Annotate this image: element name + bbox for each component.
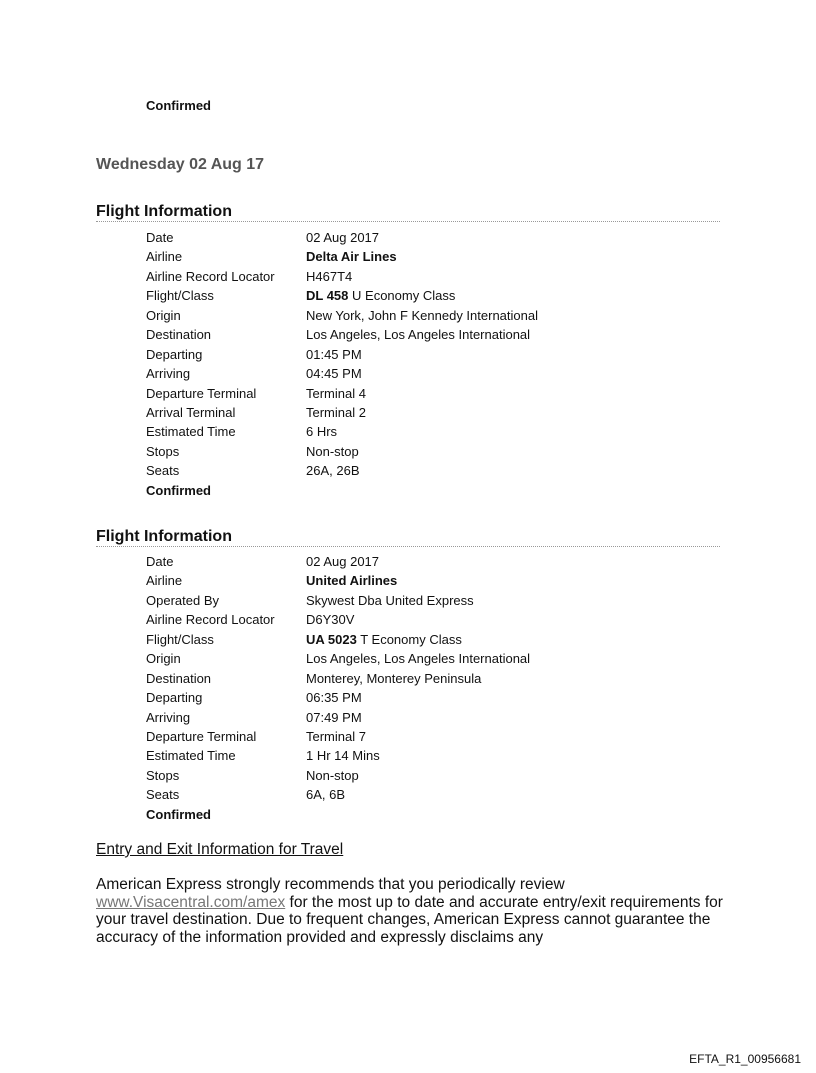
detail-label: Airline Record Locator [146, 612, 275, 628]
detail-value [306, 306, 706, 325]
detail-row [146, 630, 706, 649]
detail-value-text: Los Angeles, Los Angeles International [306, 651, 531, 667]
detail-value-text: U Economy Class [348, 288, 456, 304]
detail-row [146, 649, 706, 668]
detail-value-text: Non-stop [306, 443, 359, 459]
detail-value-text: 04:45 PM [306, 366, 362, 382]
detail-label: Destination [146, 327, 212, 343]
detail-label: Airline [146, 249, 183, 265]
detail-label: Departure Terminal [146, 728, 257, 744]
detail-label: Departure Terminal [146, 385, 257, 401]
detail-label: Departing [146, 346, 203, 362]
detail-label: Departing [146, 690, 203, 706]
detail-value-text: 1 Hr 14 Mins [306, 748, 380, 764]
detail-label: Stops [146, 443, 180, 459]
detail-value-text: 02 Aug 2017 [306, 230, 380, 245]
detail-row [146, 422, 706, 441]
detail-row [146, 228, 706, 247]
detail-value [306, 228, 706, 247]
detail-label: Seats [146, 787, 180, 803]
detail-value-text: 6A, 6B [306, 787, 346, 803]
day-heading: Wednesday 02 Aug 17 [96, 156, 265, 173]
detail-value [306, 384, 706, 403]
detail-value-text: Skywest Dba United Express [306, 592, 474, 608]
detail-label: Estimated Time [146, 748, 236, 764]
detail-value-text: Terminal 4 [306, 385, 366, 401]
detail-row [146, 286, 706, 305]
detail-value [306, 442, 706, 461]
detail-row [146, 364, 706, 383]
detail-value [306, 708, 706, 727]
flight-status: Confirmed [146, 482, 211, 498]
entry-exit-paragraph [96, 876, 736, 946]
detail-row [146, 591, 706, 610]
detail-value [306, 571, 706, 590]
detail-value-text: 07:49 PM [306, 709, 362, 725]
detail-value [306, 325, 706, 344]
detail-value [306, 727, 706, 746]
detail-row [146, 461, 706, 480]
detail-row [146, 571, 706, 590]
detail-value-text: Terminal 7 [306, 728, 366, 744]
detail-value-bold: DL 458 [306, 288, 349, 304]
detail-label: Operated By [146, 592, 219, 608]
detail-value [306, 649, 706, 668]
detail-value [306, 746, 706, 765]
detail-label: Arriving [146, 709, 191, 725]
detail-row [146, 306, 706, 325]
detail-value [306, 766, 706, 785]
detail-label: Destination [146, 670, 212, 686]
detail-value [306, 267, 706, 286]
detail-value [306, 785, 706, 804]
detail-value [306, 422, 706, 441]
detail-value-text: H467T4 [306, 268, 353, 284]
detail-value [306, 461, 706, 480]
detail-row [146, 727, 706, 746]
detail-value-bold: United Airlines [306, 573, 398, 589]
flight-2-details [146, 552, 706, 824]
detail-label: Flight/Class [146, 288, 214, 304]
detail-value-text: 26A, 26B [306, 463, 360, 479]
detail-value-text: 06:35 PM [306, 690, 362, 706]
detail-label: Airline Record Locator [146, 268, 275, 284]
detail-row [146, 267, 706, 286]
detail-value-bold: Delta Air Lines [306, 249, 397, 265]
detail-row [146, 552, 706, 571]
detail-value [306, 403, 706, 422]
detail-label: Airline [146, 573, 183, 589]
detail-value [306, 610, 706, 629]
detail-row [146, 708, 706, 727]
detail-value-text: Terminal 2 [306, 404, 366, 420]
para-text-before: American Express strongly recommends that you periodically review [96, 876, 565, 893]
flight-1-heading: Flight Information [96, 202, 720, 222]
detail-row [146, 345, 706, 364]
visacentral-link[interactable]: www.Visacentral.com/amex [96, 893, 286, 911]
detail-label: Seats [146, 463, 180, 479]
detail-row [146, 403, 706, 422]
detail-value [306, 345, 706, 364]
detail-value [306, 669, 706, 688]
detail-label: Date [146, 230, 174, 245]
detail-row [146, 746, 706, 765]
detail-row [146, 785, 706, 804]
detail-label: Estimated Time [146, 424, 236, 440]
detail-value [306, 630, 706, 649]
detail-row [146, 384, 706, 403]
detail-row [146, 610, 706, 629]
detail-value [306, 364, 706, 383]
entry-exit-heading: Entry and Exit Information for Travel [96, 841, 344, 858]
detail-value-text: New York, John F Kennedy International [306, 307, 538, 323]
detail-value-text: T Economy Class [356, 631, 462, 647]
detail-value-text: 6 Hrs [306, 424, 338, 440]
detail-value-text: Monterey, Monterey Peninsula [306, 670, 482, 686]
detail-value [306, 552, 706, 571]
detail-value [306, 688, 706, 707]
detail-row [146, 325, 706, 344]
para-text-after: for the most up to date and accurate entry/exit requirements for your travel destination. Due to frequent changes, American Express cannot guarantee the accuracy of the information provided and expressly disclaims any [96, 893, 723, 946]
detail-value-text: Non-stop [306, 767, 359, 783]
detail-value-text: 02 Aug 2017 [306, 554, 380, 569]
document-id: EFTA_R1_00956681 [689, 1052, 801, 1066]
detail-row [146, 688, 706, 707]
flight-status: Confirmed [146, 806, 211, 822]
detail-value [306, 286, 706, 305]
detail-value-text: 01:45 PM [306, 346, 362, 362]
detail-value-text: D6Y30V [306, 612, 355, 628]
detail-value [306, 591, 706, 610]
detail-label: Arriving [146, 366, 191, 382]
flight-2-heading: Flight Information [96, 527, 720, 547]
detail-label: Date [146, 554, 174, 569]
detail-label: Flight/Class [146, 631, 214, 647]
detail-label: Stops [146, 767, 180, 783]
detail-value-text: Los Angeles, Los Angeles International [306, 327, 531, 343]
top-status: Confirmed [146, 98, 211, 113]
detail-row [146, 669, 706, 688]
detail-row [146, 442, 706, 461]
flight-1-details [146, 228, 706, 500]
detail-label: Origin [146, 651, 181, 667]
detail-label: Arrival Terminal [146, 404, 236, 420]
detail-row [146, 247, 706, 266]
detail-value-bold: UA 5023 [306, 631, 357, 647]
detail-row [146, 766, 706, 785]
detail-label: Origin [146, 307, 181, 323]
detail-value [306, 247, 706, 266]
